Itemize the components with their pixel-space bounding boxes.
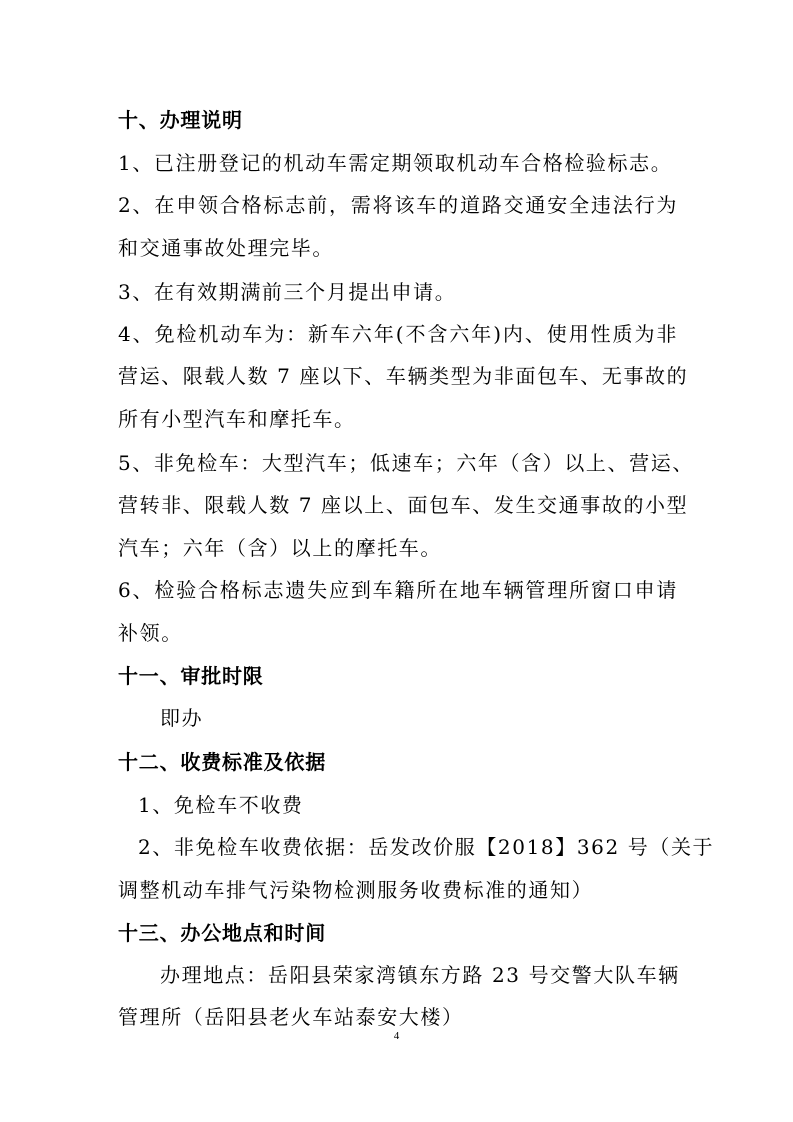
office-location-line: 办理地点：岳阳县荣家湾镇东方路 23 号交警大队车辆 (160, 963, 680, 987)
fee-item: 1、免检车不收费 (138, 793, 304, 817)
section-heading-12: 十二、收费标准及依据 (118, 750, 326, 774)
page-number: 4 (393, 1030, 400, 1042)
fee-item: 2、非免检车收费依据：岳发改价服【2018】362 号（关于 (138, 835, 715, 859)
paragraph-line: 营运、限载人数 7 座以下、车辆类型为非面包车、无事故的 (118, 364, 689, 388)
approval-time-text: 即办 (160, 706, 204, 730)
paragraph-line: 3、在有效期满前三个月提出申请。 (118, 280, 457, 304)
fee-item: 调整机动车排气污染物检测服务收费标准的通知） (118, 878, 594, 902)
paragraph-line: 1、已注册登记的机动车需定期领取机动车合格检验标志。 (118, 151, 673, 175)
section-heading-10: 十、办理说明 (118, 108, 243, 132)
paragraph-line: 2、在申领合格标志前，需将该车的道路交通安全违法行为 (118, 193, 678, 217)
paragraph-line: 汽车；六年（含）以上的摩托车。 (118, 536, 442, 560)
paragraph-line: 5、非免检车：大型汽车；低速车；六年（含）以上、营运、 (118, 451, 694, 475)
office-location-line: 管理所（岳阳县老火车站泰安大楼） (118, 1005, 464, 1029)
section-heading-13: 十三、办公地点和时间 (118, 921, 326, 945)
paragraph-line: 4、免检机动车为：新车六年(不含六年)内、使用性质为非 (118, 322, 678, 346)
paragraph-line: 6、检验合格标志遗失应到车籍所在地车辆管理所窗口申请 (118, 578, 678, 602)
paragraph-line: 营转非、限载人数 7 座以上、面包车、发生交通事故的小型 (118, 493, 689, 517)
paragraph-line: 和交通事故处理完毕。 (118, 236, 334, 260)
section-heading-11: 十一、审批时限 (118, 664, 264, 688)
paragraph-line: 所有小型汽车和摩托车。 (118, 407, 356, 431)
paragraph-line: 补领。 (118, 621, 183, 645)
